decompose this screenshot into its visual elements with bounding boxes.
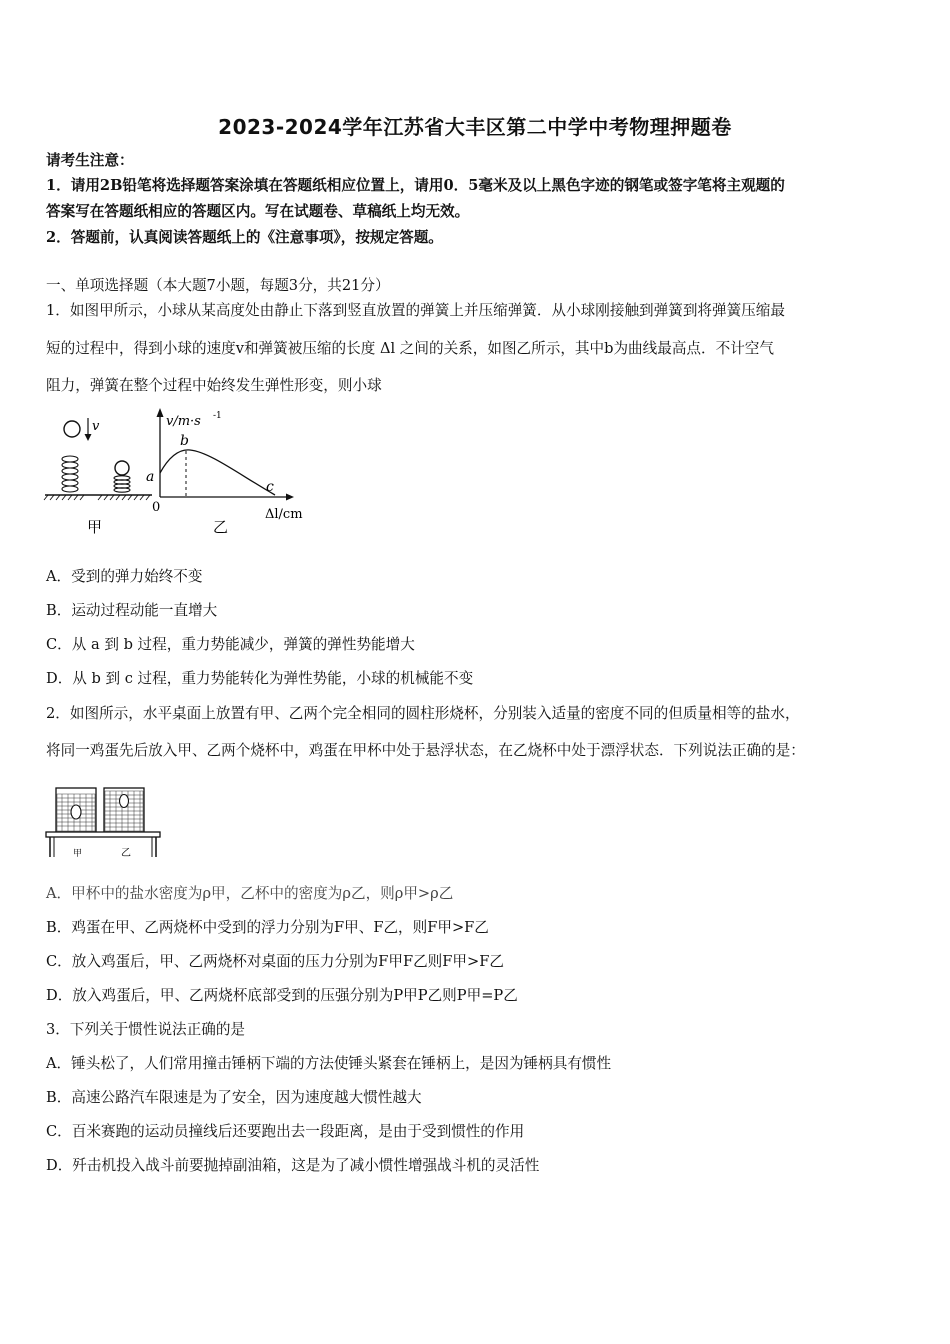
q1-option-a: A．受到的弹力始终不变: [46, 568, 203, 585]
section-heading: 一、单项选择题（本大题7小题，每题3分，共21分）: [46, 277, 390, 294]
notice-heading: 请考生注意：: [46, 152, 134, 169]
notice-line-2: 答案写在答题纸相应的答题区内。写在试题卷、草稿纸上均无效。: [46, 203, 470, 220]
falling-ball: [64, 421, 80, 437]
q2-stem-line-2: 将同一鸡蛋先后放入甲、乙两个烧杯中，鸡蛋在甲杯中处于悬浮状态，在乙烧杯中处于漂浮状态．下列说法正确的是：: [46, 742, 805, 759]
q1-stem-line-1: 1．如图甲所示，小球从某高度处由静止下落到竖直放置的弹簧上并压缩弹簧．从小球刚接触到弹簧到将弹簧压缩最: [46, 302, 785, 319]
q2-option-c: C．放入鸡蛋后，甲、乙两烧杯对桌面的压力分别为F甲F乙则F甲>F乙: [46, 953, 504, 970]
notice-line-3: 2．答题前，认真阅读答题纸上的《注意事项》，按规定答题。: [46, 229, 443, 246]
q3-option-a: A．锤头松了，人们常用撞击锤柄下端的方法使锤头紧套在锤柄上，是因为锤柄具有惯性: [46, 1055, 612, 1072]
point-c: c: [266, 479, 274, 495]
q1-stem-line-3: 阻力，弹簧在整个过程中始终发生弹性形变，则小球: [46, 377, 382, 394]
q1-option-b: B．运动过程动能一直增大: [46, 602, 218, 619]
spring-compressed: [114, 476, 130, 492]
egg-floating: [120, 795, 129, 808]
q2-option-b: B．鸡蛋在甲、乙两烧杯中受到的浮力分别为F甲、F乙，则F甲>F乙: [46, 919, 489, 936]
point-a: a: [146, 469, 155, 485]
caption-jia: 甲: [87, 518, 103, 536]
q1-option-d: D．从 b 到 c 过程，重力势能转化为弹性势能，小球的机械能不变: [46, 670, 474, 687]
page-title: 2023-2024学年江苏省大丰区第二中学中考物理押题卷: [218, 115, 732, 139]
y-axis-label: v/m·s: [166, 414, 201, 429]
q2-option-a: A．甲杯中的盐水密度为ρ甲，乙杯中的密度为ρ乙，则ρ甲>ρ乙: [46, 885, 454, 902]
point-b: b: [180, 433, 189, 449]
notice-line-1: 1．请用2B铅笔将选择题答案涂填在答题纸相应位置上，请用0．5毫米及以上黑色字迹的钢笔或签字笔将主观题的: [46, 177, 785, 194]
origin-label: 0: [152, 500, 161, 515]
spring-uncompressed: [62, 456, 78, 492]
q1-stem-line-2: 短的过程中，得到小球的速度v和弹簧被压缩的长度 Δl 之间的关系，如图乙所示，其中b为曲线最高点．不计空气: [46, 340, 774, 357]
velocity-curve: [160, 450, 275, 495]
velocity-label: v: [92, 419, 100, 434]
q1-figure: [40, 405, 330, 540]
q3-option-b: B．高速公路汽车限速是为了安全，因为速度越大惯性越大: [46, 1089, 422, 1106]
table-top: [46, 832, 160, 837]
beaker-jia: [56, 788, 96, 832]
ball-on-spring: [115, 461, 129, 475]
q3-stem: 3．下列关于惯性说法正确的是: [46, 1021, 246, 1038]
y-axis-exponent: -1: [213, 411, 222, 421]
q3-option-d: D．歼击机投入战斗前要抛掉副油箱，这是为了减小惯性增强战斗机的灵活性: [46, 1157, 540, 1174]
q2-stem-line-1: 2．如图所示，水平桌面上放置有甲、乙两个完全相同的圆柱形烧杯，分别装入适量的密度不同的但质量相等的盐水，: [46, 705, 800, 722]
egg-suspended: [71, 805, 81, 819]
q3-option-c: C．百米赛跑的运动员撞线后还要跑出去一段距离，是由于受到惯性的作用: [46, 1123, 525, 1140]
beaker-yi: [104, 788, 144, 832]
x-axis-label: Δl/cm: [265, 507, 303, 522]
q2-option-d: D．放入鸡蛋后，甲、乙两烧杯底部受到的压强分别为P甲P乙则P甲=P乙: [46, 987, 518, 1004]
caption-yi: 乙: [213, 518, 229, 536]
q1-option-c: C．从 a 到 b 过程，重力势能减少，弹簧的弹性势能增大: [46, 636, 415, 653]
q2-figure: [44, 782, 164, 862]
caption-jia-2: 甲: [73, 849, 83, 859]
caption-yi-2: 乙: [121, 848, 131, 859]
